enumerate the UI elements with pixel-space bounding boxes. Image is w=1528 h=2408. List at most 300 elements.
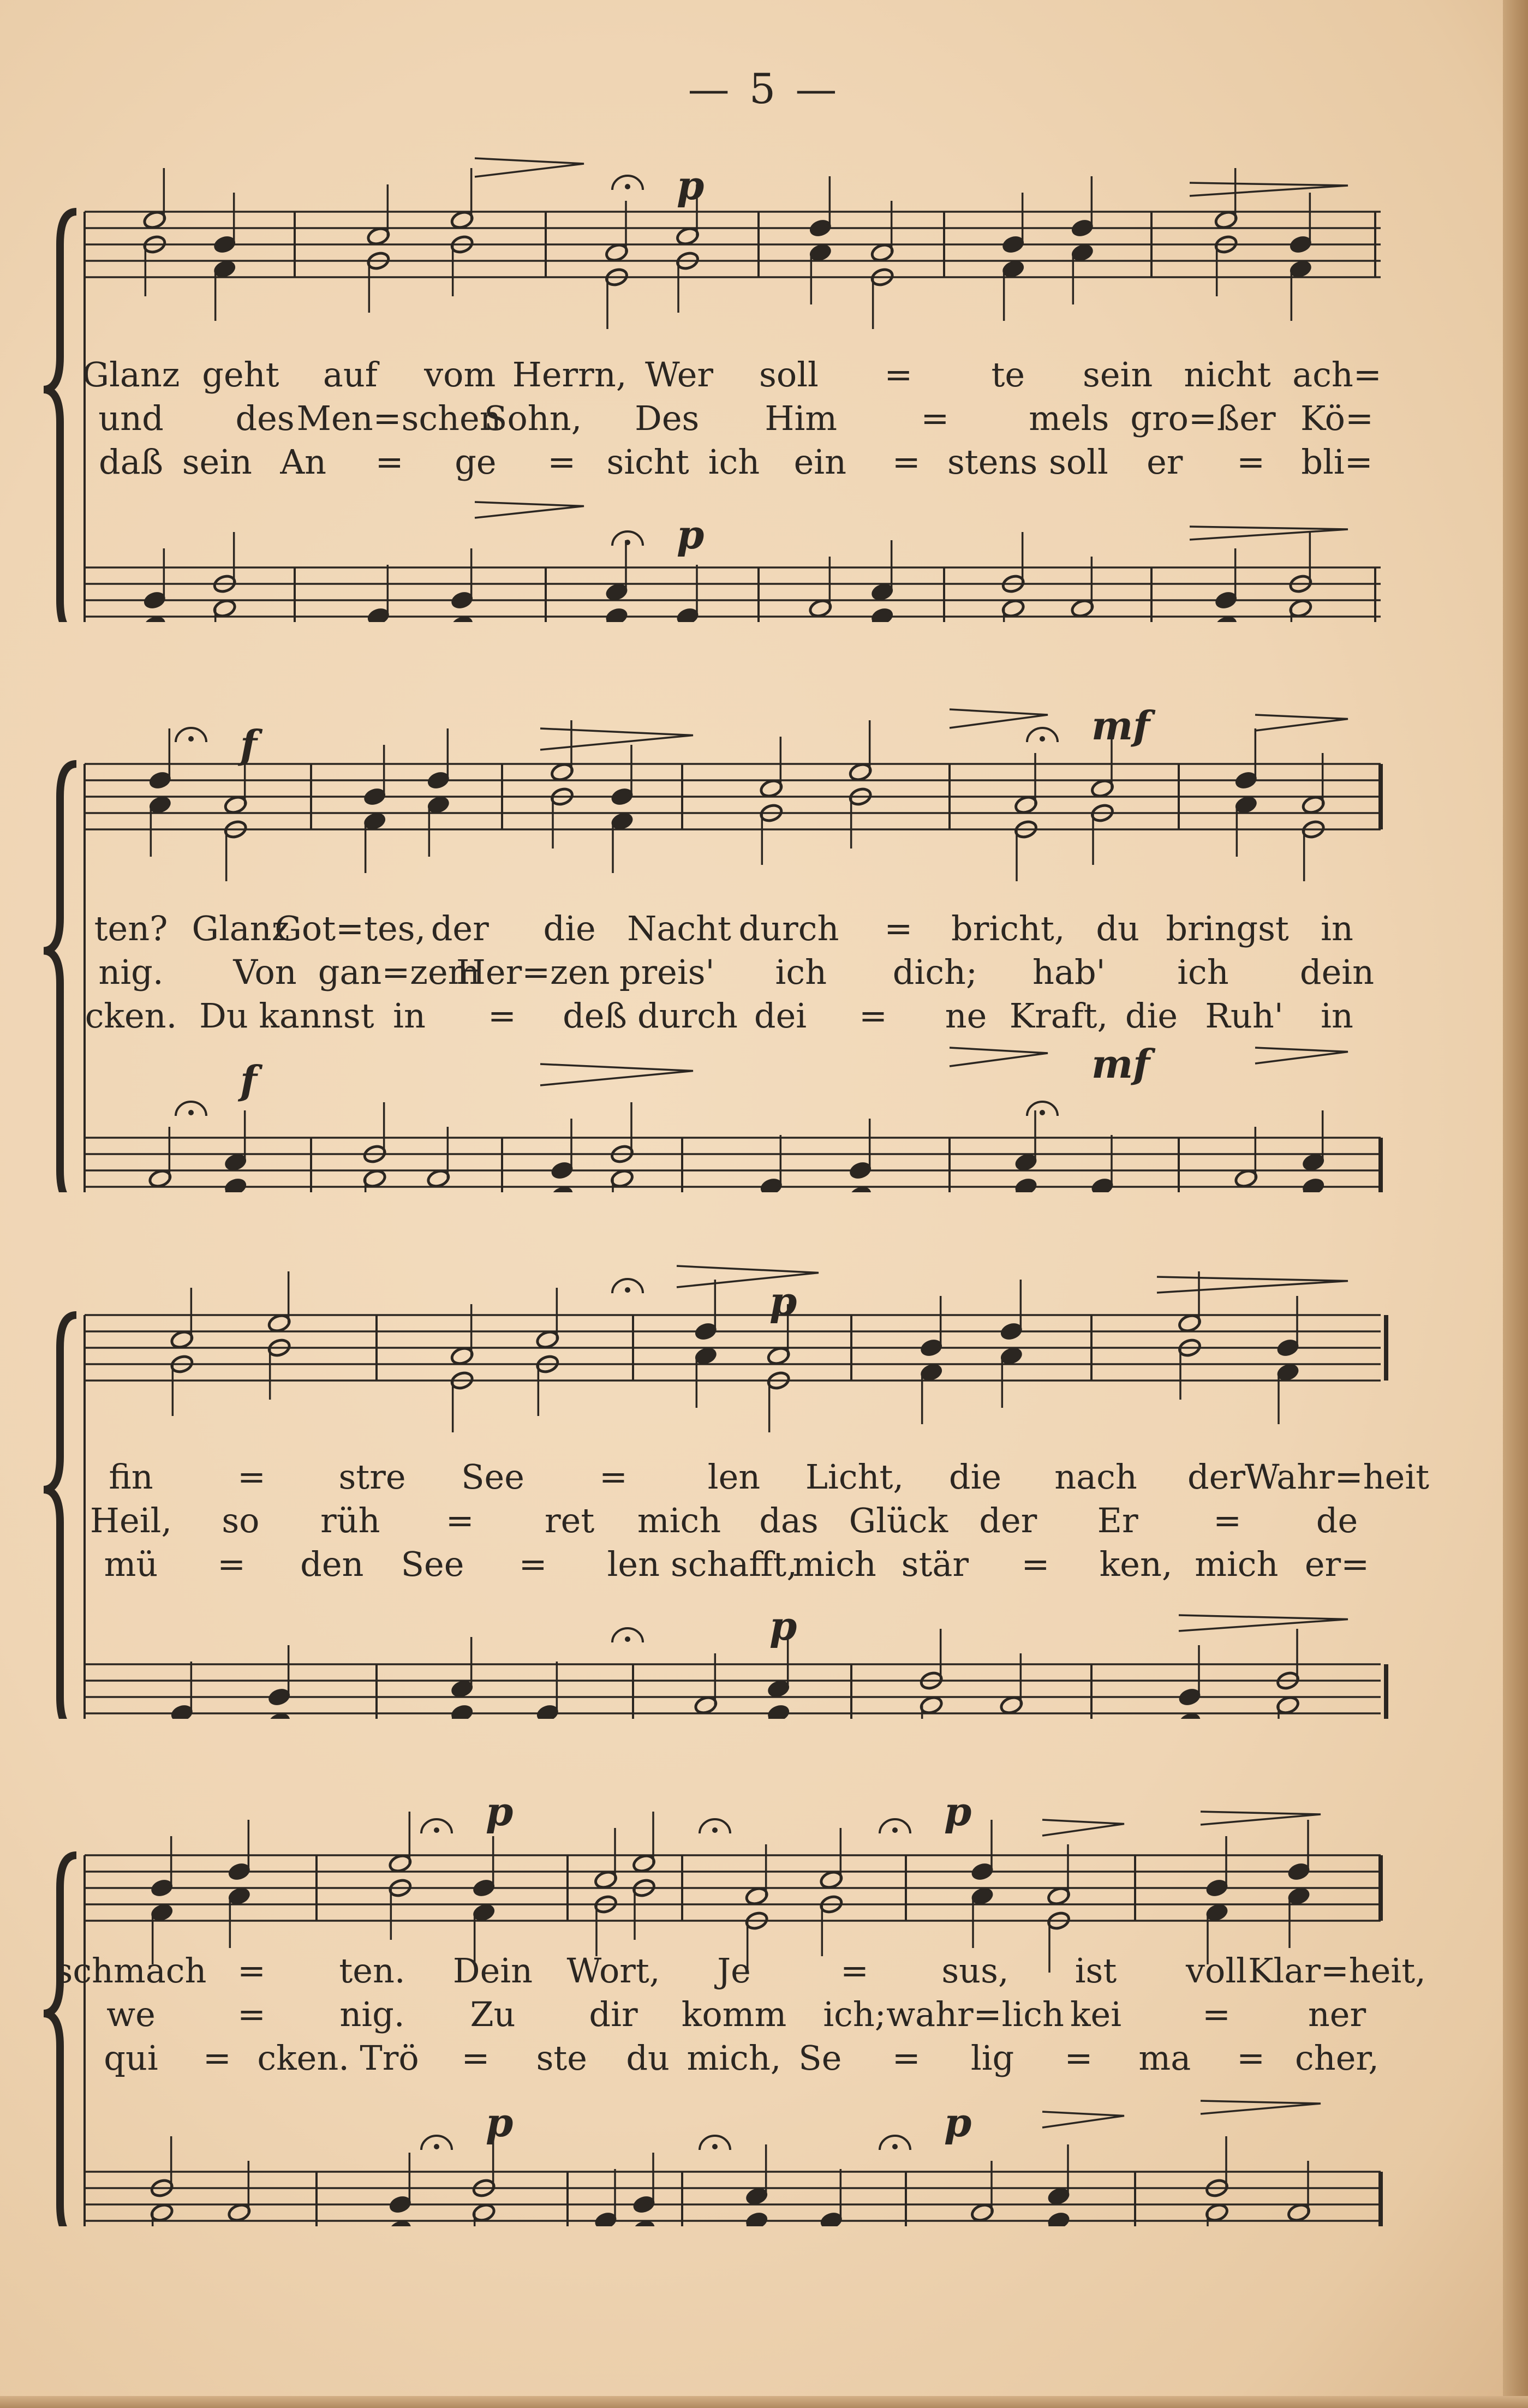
lyric-syllable: durch <box>738 909 839 948</box>
lyric-syllable: Wahr=heit <box>1244 1457 1430 1497</box>
lyric-syllable: Nacht <box>627 909 731 948</box>
lyric-syllable: = <box>237 1457 266 1497</box>
note <box>870 540 894 602</box>
fermata <box>880 2136 910 2150</box>
lyric-syllable: so <box>222 1501 260 1540</box>
hairpin <box>475 158 584 177</box>
lyric-syllable: cken. <box>85 996 177 1036</box>
lyric-syllable: = <box>237 1994 266 2034</box>
lyric-syllable: = <box>1064 2038 1093 2078</box>
lyric-line-verse-2 <box>0 952 1528 996</box>
lyric-syllable: nig. <box>339 1994 405 2034</box>
note <box>808 242 833 304</box>
note <box>426 794 451 857</box>
fermata-dot <box>892 2144 898 2149</box>
dynamic-marking: p <box>677 162 705 208</box>
note <box>870 201 894 263</box>
lyric-syllable: in <box>1321 909 1353 948</box>
lyric-syllable: lig <box>970 2038 1014 2078</box>
lyric-syllable: = <box>488 996 516 1036</box>
hairpin <box>1190 183 1348 196</box>
lyric-syllable: vom <box>424 355 496 395</box>
note <box>819 2169 844 2226</box>
lyric-syllable: = <box>1237 442 1266 482</box>
hairpin <box>540 728 693 750</box>
fermata <box>1027 728 1058 742</box>
note <box>919 1695 944 1719</box>
note <box>605 201 629 263</box>
fermata-dot <box>188 1110 194 1115</box>
lyric-syllable: ste <box>536 2038 587 2078</box>
lyric-syllable: ist <box>1075 1951 1117 1991</box>
lyric-line-verse-1 <box>0 1951 1528 1994</box>
note <box>919 1296 944 1358</box>
note <box>1178 1645 1202 1707</box>
fermata-dot <box>1040 1110 1045 1115</box>
staff-upper <box>85 1315 1381 1381</box>
lyric-syllable: = <box>1237 2038 1266 2078</box>
lyric-syllable: die <box>1125 996 1178 1036</box>
lyric-syllable: Kraft, <box>1009 996 1108 1036</box>
note <box>1276 1362 1300 1424</box>
lyric-syllable: ach= <box>1292 355 1382 395</box>
lyric-syllable: Trö <box>360 2038 419 2078</box>
fermata <box>880 1819 910 1833</box>
lyric-syllable: = <box>599 1457 628 1497</box>
hairpin <box>950 1048 1048 1066</box>
hairpin <box>1201 1812 1321 1825</box>
note <box>605 540 629 602</box>
note <box>142 168 167 230</box>
lyric-syllable: und <box>98 398 164 438</box>
lyric-syllable: soll <box>759 355 819 395</box>
lyric-syllable: durch <box>637 996 738 1036</box>
note <box>1287 1820 1311 1882</box>
lyric-syllable: soll <box>1049 442 1108 482</box>
note <box>227 1820 252 1882</box>
note <box>808 176 833 238</box>
note <box>1014 1110 1038 1173</box>
hairpin <box>1179 1615 1348 1631</box>
staff-lower <box>85 1138 1381 1192</box>
fermata <box>1027 1102 1058 1116</box>
lyric-syllable: stär <box>901 1544 969 1584</box>
note <box>426 1127 451 1189</box>
lyric-syllable: fin <box>109 1457 153 1497</box>
staff-upper <box>85 1855 1381 1921</box>
lyric-syllable: = <box>518 1544 547 1584</box>
note <box>1214 548 1238 611</box>
note <box>227 1886 252 1948</box>
note <box>170 1288 194 1350</box>
fermata <box>612 1279 643 1293</box>
lyric-syllable: Glanz <box>82 355 180 395</box>
fermata-dot <box>188 736 194 742</box>
note <box>1090 1135 1115 1192</box>
fermata <box>612 1628 643 1642</box>
note <box>148 728 172 791</box>
fermata-dot <box>1040 736 1045 742</box>
lyric-syllable: dich; <box>892 952 977 992</box>
fermata-dot <box>434 2144 439 2149</box>
lyric-syllable: Him <box>765 398 838 438</box>
fermata <box>700 1819 730 1833</box>
note <box>999 1280 1024 1342</box>
note <box>1047 1844 1071 1907</box>
lyric-syllable: len <box>707 1457 761 1497</box>
note <box>450 1304 474 1366</box>
lyric-syllable: du <box>626 2038 670 2078</box>
lyric-syllable: = <box>445 1501 474 1540</box>
note <box>362 745 387 807</box>
lyric-syllable: auf <box>323 355 378 395</box>
lyric-syllable: stre <box>338 1457 406 1497</box>
fermata-dot <box>625 1287 630 1293</box>
staff-lower <box>85 567 1381 622</box>
note <box>1001 259 1025 321</box>
note <box>694 1280 718 1342</box>
note <box>970 1820 995 1882</box>
fermata-dot <box>625 184 630 189</box>
lyric-syllable: mels <box>1029 398 1109 438</box>
lyric-syllable: mich, <box>687 2038 781 2078</box>
note <box>999 1653 1024 1716</box>
note <box>744 2144 769 2207</box>
note <box>1276 1695 1300 1719</box>
lyric-syllable: sein <box>182 442 252 482</box>
dynamic-marking: mf <box>1091 702 1150 749</box>
note <box>362 811 387 873</box>
lyric-syllable: Je <box>717 1951 751 1991</box>
lyric-syllable: nig. <box>98 952 164 992</box>
lyric-syllable: = <box>859 996 887 1036</box>
fermata <box>176 728 206 742</box>
note <box>970 2161 995 2223</box>
fermata-dot <box>625 1636 630 1642</box>
lyric-syllable: du <box>1096 909 1139 948</box>
note <box>1001 598 1025 622</box>
lyric-syllable: nicht <box>1184 355 1271 395</box>
fermata <box>612 531 643 546</box>
lyric-syllable: we <box>106 1994 156 2034</box>
lyric-syllable: des <box>235 398 295 438</box>
note <box>450 1637 474 1699</box>
note <box>170 1662 194 1719</box>
note <box>1205 1836 1229 1898</box>
lyric-syllable: Kö= <box>1300 398 1374 438</box>
hairpin <box>1042 2112 1124 2128</box>
lyric-syllable: len <box>607 1544 660 1584</box>
note <box>1070 242 1095 304</box>
lyric-syllable: deß <box>563 996 627 1036</box>
lyric-syllable: Se <box>798 2038 842 2078</box>
lyric-syllable: ne <box>945 996 987 1036</box>
lyric-syllable: daß <box>98 442 164 482</box>
lyric-syllable: de <box>1316 1501 1358 1540</box>
dynamic-marking: p <box>486 2099 514 2146</box>
note <box>212 193 237 255</box>
note <box>605 606 629 622</box>
note <box>759 737 784 799</box>
lyric-syllable: dir <box>589 1994 638 2034</box>
note <box>676 565 700 622</box>
note <box>150 2202 174 2226</box>
fermata <box>176 1102 206 1116</box>
lyric-syllable: Klar=heit, <box>1248 1951 1426 1991</box>
hairpin <box>1201 2101 1321 2114</box>
note <box>535 1288 560 1350</box>
lyric-syllable: mich <box>1195 1544 1279 1584</box>
note <box>1288 259 1313 321</box>
note <box>1205 2202 1229 2226</box>
lyric-syllable: ich <box>775 952 827 992</box>
note <box>267 1271 291 1334</box>
hairpin <box>1255 715 1348 731</box>
lyric-line-verse-3 <box>0 996 1528 1039</box>
lyric-syllable: = <box>375 442 404 482</box>
note <box>1214 168 1238 230</box>
lyric-syllable: mü <box>104 1544 158 1584</box>
note <box>848 720 873 782</box>
lyric-syllable: Ruh' <box>1205 996 1284 1036</box>
note <box>1047 2210 1071 2226</box>
note <box>694 1346 718 1408</box>
lyric-syllable: = <box>461 2038 490 2078</box>
lyric-syllable: gro=ßer <box>1130 398 1276 438</box>
fermata <box>421 1819 452 1833</box>
fermata <box>421 2136 452 2150</box>
lyric-syllable: ich <box>1177 952 1229 992</box>
paper-edge-bottom <box>0 2396 1528 2408</box>
lyric-syllable: = <box>547 442 576 482</box>
lyric-syllable: See <box>401 1544 464 1584</box>
lyric-syllable: = <box>884 909 913 948</box>
note <box>632 2153 656 2215</box>
staff-upper <box>85 764 1381 829</box>
note <box>970 1886 995 1948</box>
lyric-line-verse-2 <box>0 398 1528 442</box>
note <box>999 1346 1024 1408</box>
lyric-syllable: = <box>892 442 921 482</box>
note <box>694 1653 718 1716</box>
lyric-syllable: rüh <box>320 1501 380 1540</box>
lyric-syllable: ret <box>545 1501 595 1540</box>
note <box>744 1844 769 1907</box>
note <box>550 1119 575 1181</box>
lyric-syllable: ge <box>455 442 497 482</box>
note <box>1288 598 1313 622</box>
lyric-line-verse-3 <box>0 2038 1528 2082</box>
dynamic-marking: p <box>769 1603 797 1649</box>
lyric-syllable: dei <box>754 996 807 1036</box>
dynamic-marking: f <box>240 721 257 768</box>
lyric-syllable: Heil, <box>89 1501 172 1540</box>
fermata-dot <box>892 1827 898 1833</box>
note <box>1234 1127 1258 1189</box>
note <box>1301 753 1326 815</box>
hairpin <box>950 709 1048 728</box>
note <box>212 598 237 622</box>
note <box>1288 193 1313 255</box>
hairpin <box>1157 1277 1348 1293</box>
lyric-syllable: geht <box>202 355 279 395</box>
note <box>535 1662 560 1719</box>
note <box>848 1119 873 1181</box>
note <box>1070 176 1095 238</box>
note <box>223 1176 248 1192</box>
lyric-syllable: = <box>892 2038 921 2078</box>
lyric-syllable: = <box>237 1951 266 1991</box>
note <box>227 2161 252 2223</box>
lyric-line-verse-2 <box>0 1994 1528 2038</box>
note <box>267 1645 291 1707</box>
note <box>362 1168 387 1192</box>
lyric-line-verse-1 <box>0 1457 1528 1501</box>
lyric-syllable: cken. <box>257 2038 350 2078</box>
lyric-syllable: Du <box>199 996 248 1036</box>
lyric-syllable: in <box>1321 996 1353 1036</box>
hairpin <box>1255 1048 1348 1063</box>
fermata-dot <box>434 1827 439 1833</box>
dynamic-marking: p <box>677 511 705 558</box>
lyric-syllable: der <box>1187 1457 1246 1497</box>
note <box>1287 1886 1311 1948</box>
staff-upper <box>85 212 1381 277</box>
note <box>388 1812 413 1874</box>
lyric-line-verse-1 <box>0 355 1528 398</box>
fermata-dot <box>625 540 630 545</box>
lyric-syllable: den <box>300 1544 364 1584</box>
note <box>450 168 474 230</box>
lyric-syllable: ner <box>1308 1994 1366 2034</box>
note <box>610 745 635 807</box>
lyric-line-verse-3 <box>0 1544 1528 1588</box>
page-number: — 5 — <box>688 64 840 113</box>
note <box>142 548 167 611</box>
lyric-syllable: die <box>948 1457 1002 1497</box>
lyric-syllable: = <box>921 398 950 438</box>
note <box>1234 794 1258 857</box>
lyric-syllable: mich <box>637 1501 721 1540</box>
lyric-line-verse-3 <box>0 442 1528 486</box>
lyric-line-verse-2 <box>0 1501 1528 1544</box>
note <box>759 1135 784 1192</box>
lyric-syllable: Glück <box>849 1501 948 1540</box>
lyric-syllable: komm <box>681 1994 787 2034</box>
note <box>1234 728 1258 791</box>
lyric-syllable: kannst <box>259 996 374 1036</box>
note <box>766 1703 791 1719</box>
note <box>471 1836 496 1898</box>
note <box>594 2169 618 2226</box>
note <box>1287 2161 1311 2223</box>
lyric-syllable: ten? <box>94 909 168 948</box>
lyric-syllable: sein <box>1083 355 1153 395</box>
note <box>1014 1176 1038 1192</box>
lyric-syllable: schafft, <box>670 1544 798 1584</box>
lyric-syllable: sus, <box>941 1951 1009 1991</box>
lyric-syllable: mich <box>792 1544 876 1584</box>
lyric-syllable: in <box>393 996 426 1036</box>
staff-lower <box>85 2172 1381 2226</box>
lyric-syllable: stens <box>947 442 1038 482</box>
lyric-syllable: voll <box>1185 1951 1248 1991</box>
note <box>1070 557 1095 619</box>
lyric-syllable: Sohn, <box>484 398 582 438</box>
lyric-syllable: kei <box>1070 1994 1122 2034</box>
note <box>744 2210 769 2226</box>
lyric-syllable: ich; <box>823 1994 886 2034</box>
hairpin <box>540 1064 693 1085</box>
lyric-syllable: An <box>280 442 327 482</box>
lyric-syllable: Wer <box>645 355 714 395</box>
lyric-syllable: cher, <box>1295 2038 1379 2078</box>
note <box>919 1362 944 1424</box>
lyric-line-verse-1 <box>0 909 1528 952</box>
lyric-syllable: Er <box>1097 1501 1138 1540</box>
note <box>870 606 894 622</box>
note <box>150 1836 174 1898</box>
note <box>1301 1110 1326 1173</box>
lyric-syllable: schmach <box>55 1951 207 1991</box>
lyric-syllable: Her=zen <box>456 952 610 992</box>
note <box>388 2153 413 2215</box>
lyric-syllable: ma <box>1138 2038 1191 2078</box>
lyric-syllable: Dein <box>452 1951 533 1991</box>
note <box>212 259 237 321</box>
note <box>1001 193 1025 255</box>
note <box>594 1828 618 1890</box>
dynamic-marking: p <box>944 1788 972 1835</box>
lyric-syllable: ken, <box>1099 1544 1173 1584</box>
lyric-syllable: preis' <box>619 952 715 992</box>
lyric-syllable: wahr=lich <box>886 1994 1064 2034</box>
note <box>366 184 391 247</box>
lyric-syllable: See <box>461 1457 524 1497</box>
note <box>632 1812 656 1874</box>
lyric-syllable: Licht, <box>805 1457 904 1497</box>
lyric-syllable: das <box>759 1501 819 1540</box>
note <box>223 1110 248 1173</box>
hairpin <box>677 1266 819 1287</box>
lyric-syllable: sicht <box>606 442 689 482</box>
lyric-syllable: bricht, <box>951 909 1065 948</box>
note <box>610 1168 635 1192</box>
note <box>1276 1296 1300 1358</box>
note <box>148 1127 172 1189</box>
lyric-syllable: qui <box>104 2038 158 2078</box>
lyric-syllable: = <box>1202 1994 1231 2034</box>
lyric-syllable: Got=tes, <box>274 909 426 948</box>
lyric-syllable: ten. <box>339 1951 405 1991</box>
lyric-syllable: er= <box>1304 1544 1370 1584</box>
lyric-syllable: bli= <box>1301 442 1373 482</box>
dynamic-marking: p <box>769 1278 797 1324</box>
fermata-dot <box>712 1827 718 1833</box>
lyric-syllable: = <box>217 1544 246 1584</box>
dynamic-marking: p <box>486 1788 514 1835</box>
note <box>819 1828 844 1890</box>
note <box>471 2202 496 2226</box>
hairpin <box>475 502 584 518</box>
lyric-syllable: gan=zem <box>318 952 480 992</box>
note <box>610 811 635 873</box>
lyric-syllable: Men=schen <box>296 398 502 438</box>
note <box>450 1703 474 1719</box>
note <box>808 557 833 619</box>
note <box>426 728 451 791</box>
fermata <box>612 176 643 190</box>
